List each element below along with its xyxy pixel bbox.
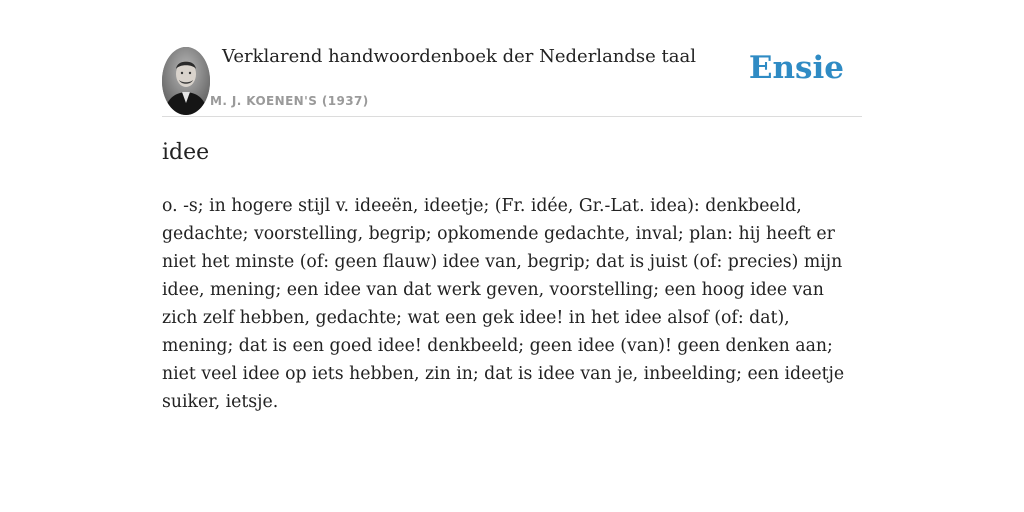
author-portrait-icon	[162, 47, 210, 115]
entry-headword: idee	[162, 140, 210, 165]
book-subtitle: M. J. KOENEN'S (1937)	[210, 94, 369, 108]
dictionary-header	[162, 42, 862, 117]
entry-definition: o. -s; in hogere stijl v. ideeën, ideetje; (Fr. idée, Gr.-Lat. idea): denkbeeld, gedachte; voorstelling, begrip; opkomende gedachte, inval; plan: hij heeft er niet het minste (of: geen flauw) idee van, begrip; dat is juist (of: precies) mijn idee, mening; een idee van dat werk geven, voorstelling; een hoog idee van zich zelf hebben, gedachte; wat een gek idee! in het idee alsof (of: dat), mening; dat is een goed idee! denkbeeld; geen idee (van)! geen denken aan; niet veel idee op iets hebben, zin in; dat is idee van je, inbeelding; een ideetje suiker, ietsje.	[162, 196, 845, 412]
ensie-logo-link[interactable]: Ensie	[748, 50, 844, 86]
book-title: Verklarend handwoordenboek der Nederlandse taal	[222, 46, 696, 67]
